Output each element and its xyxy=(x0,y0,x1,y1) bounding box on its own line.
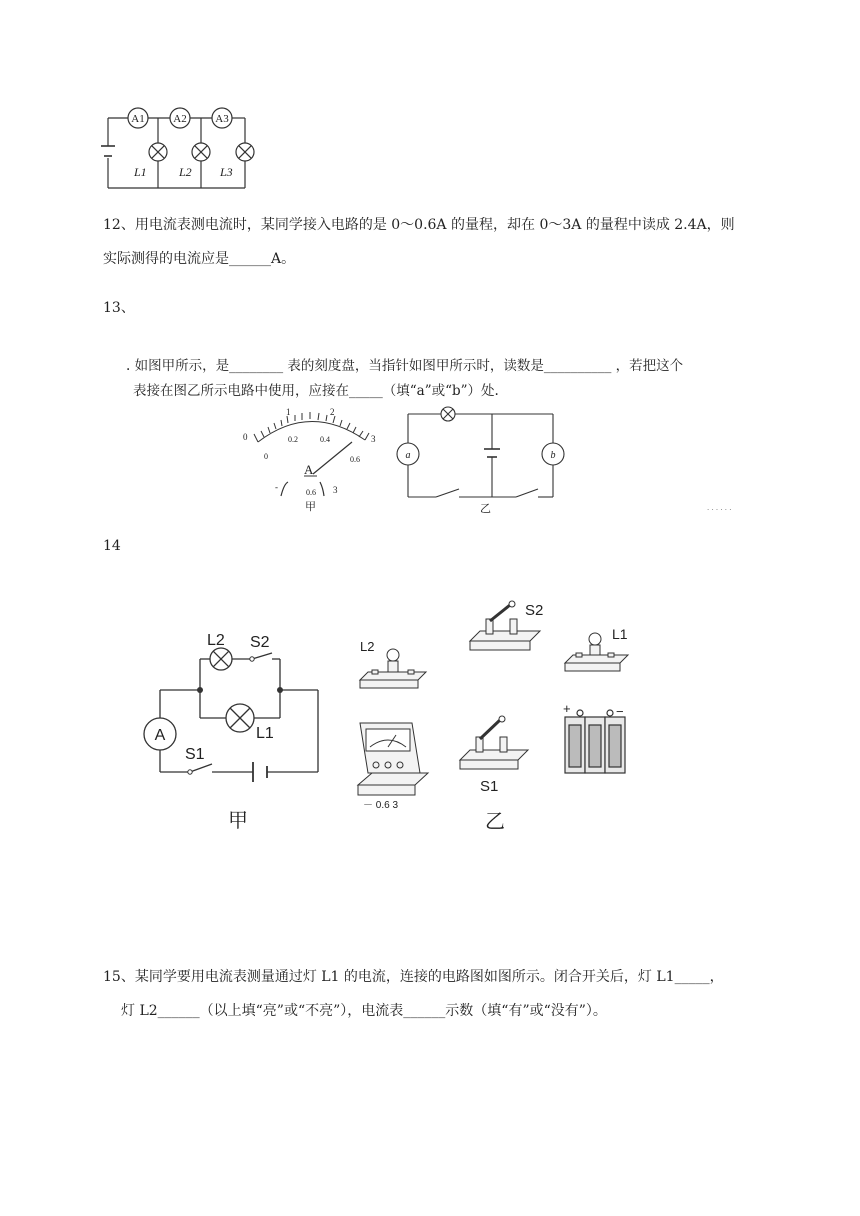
meter-position-a-icon xyxy=(397,443,419,465)
q13-corner-mark: · · · · · · xyxy=(707,506,732,514)
q13-line1: . 如图甲所示，是________ 表的刻度盘，当指针如图甲所示时，读数是__________ ，若把这个 xyxy=(126,358,684,374)
schematic-s1-label: S1 xyxy=(185,746,205,763)
q13-circuit-figure xyxy=(392,404,577,516)
terminal-minus-icon xyxy=(281,482,288,496)
component-l1-label: L1 xyxy=(612,626,628,642)
schematic-lamp-l1-icon xyxy=(226,704,254,732)
ammeter-a2-label: A2 xyxy=(173,113,187,125)
schematic-ammeter-label: A xyxy=(154,727,166,744)
component-lamp-l2-icon xyxy=(360,649,426,688)
q13-number: 13、 xyxy=(103,300,135,316)
components-caption: 乙 xyxy=(485,811,505,833)
schematic-caption: 甲 xyxy=(228,810,248,832)
dial-bottom-label-1: 0.2 xyxy=(288,435,298,444)
circuit-caption: 乙 xyxy=(480,503,491,515)
component-s2-label: S2 xyxy=(525,602,544,619)
meter-position-b-label: b xyxy=(550,450,556,461)
ammeter-a2-icon xyxy=(170,108,190,128)
dial-bottom-label-2: 0.4 xyxy=(320,435,330,444)
circuit-lamp-icon xyxy=(441,407,455,421)
ammeter-a3-icon xyxy=(212,108,232,128)
battery-minus-label: − xyxy=(616,704,624,719)
q12-line2: 实际测得的电流应是______A。 xyxy=(103,251,296,267)
schematic-l2-label: L2 xyxy=(207,632,225,649)
component-ammeter-icon xyxy=(358,723,428,795)
terminal-3-label: 3 xyxy=(333,485,338,495)
q11-parallel-circuit-figure xyxy=(100,100,260,195)
dial-scale-ticks xyxy=(254,412,369,442)
schematic-lamp-l2-icon xyxy=(210,648,232,670)
terminal-06-label: 0.6 xyxy=(306,488,316,497)
lamp-l3-label: L3 xyxy=(220,165,233,179)
schematic-s2-label: S2 xyxy=(250,634,270,651)
dial-caption: 甲 xyxy=(305,501,316,513)
dial-bottom-label-3: 0.6 xyxy=(350,455,360,464)
battery-plus-label: + xyxy=(563,701,571,716)
schematic-l1-label: L1 xyxy=(256,725,274,742)
dial-top-label-0: 0 xyxy=(243,432,248,442)
meter-position-b-icon xyxy=(542,443,564,465)
dial-bottom-label-0: 0 xyxy=(264,452,268,461)
terminal-minus-label: - xyxy=(275,482,278,492)
q14-number: 14 xyxy=(103,538,121,554)
q14-schematic-figure xyxy=(140,625,335,835)
ammeter-a1-label: A1 xyxy=(131,113,145,125)
component-l2-label: L2 xyxy=(360,639,375,654)
component-battery-icon xyxy=(565,710,625,773)
meter-position-a-label: a xyxy=(405,450,411,461)
q13-ammeter-dial-figure xyxy=(240,404,385,516)
schematic-ammeter-icon xyxy=(144,718,176,750)
component-ammeter-terminals: － 0.6 3 xyxy=(363,800,399,811)
lamp-l3-icon xyxy=(236,143,254,161)
lamp-l2-icon xyxy=(192,143,210,161)
ammeter-a1-icon xyxy=(128,108,148,128)
q12-line1: 12、用电流表测电流时，某同学接入电路的是 0～0.6A 的量程，却在 0～3A 的量程中读成 2.4A，则 xyxy=(103,217,735,233)
lamp-l1-label: L1 xyxy=(134,165,147,179)
q13-line2: 表接在图乙所示电路中使用，应接在_____（填“a”或“b”）处. xyxy=(133,383,499,399)
q15-line1: 15、某同学要用电流表测量通过灯 L1 的电流，连接的电路图如图所示。闭合开关后，灯 L1_____， xyxy=(103,969,724,985)
dial-unit-label: A xyxy=(304,462,314,477)
component-switch-s1-icon xyxy=(460,716,528,769)
lamp-l1-icon xyxy=(149,143,167,161)
dial-pointer xyxy=(313,442,352,474)
component-s1-label: S1 xyxy=(480,778,499,795)
terminal-06-icon xyxy=(320,482,324,496)
ammeter-a3-label: A3 xyxy=(215,113,229,125)
q15-line2: 灯 L2______（以上填“亮”或“不亮”），电流表______示数（填“有”或“没有”）。 xyxy=(121,1003,607,1019)
dial-top-label-1: 1 xyxy=(286,407,291,417)
lamp-l2-label: L2 xyxy=(179,165,192,179)
dial-top-label-3: 3 xyxy=(371,434,376,444)
q14-components-figure xyxy=(350,595,650,835)
dial-top-label-2: 2 xyxy=(330,407,335,417)
